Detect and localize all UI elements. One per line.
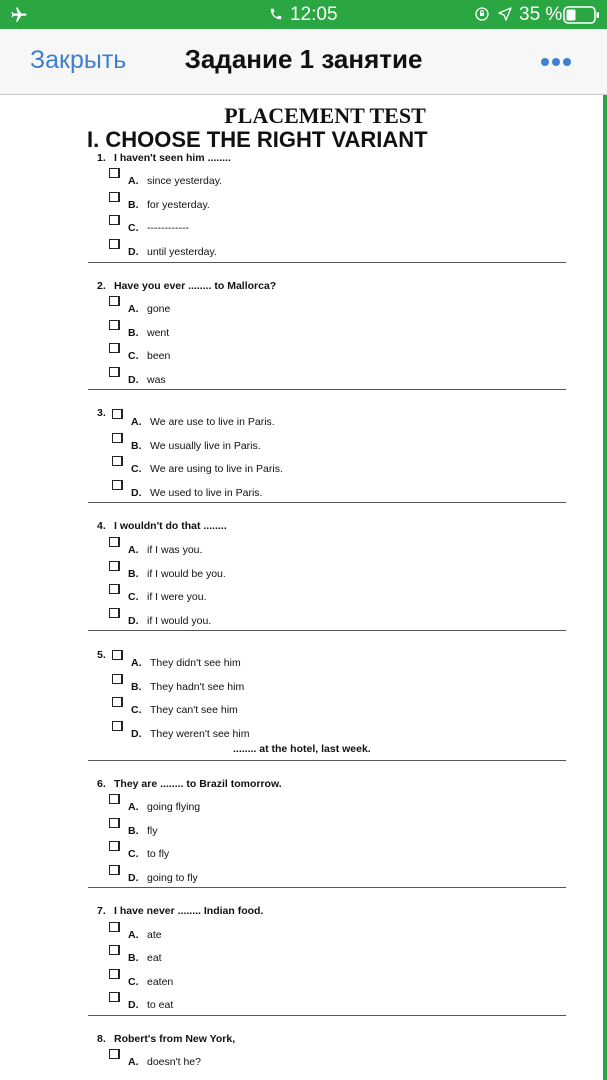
question <box>97 520 227 532</box>
airplane-icon <box>10 6 28 24</box>
option-text: if I would be you. <box>147 568 226 580</box>
option-letter: D. <box>128 374 139 386</box>
option-letter: A. <box>131 657 142 669</box>
option-text: They weren't see him <box>150 728 250 740</box>
option-text: was <box>147 374 166 386</box>
answer-option[interactable] <box>109 922 409 940</box>
answer-option[interactable] <box>112 480 412 498</box>
answer-option[interactable] <box>109 992 409 1010</box>
checkbox-icon[interactable] <box>109 320 120 330</box>
option-letter: C. <box>131 704 142 716</box>
option-text: if I would you. <box>147 615 212 627</box>
section-heading: I. CHOOSE THE RIGHT VARIANT <box>87 127 428 152</box>
option-text: ate <box>147 929 162 941</box>
answer-option[interactable] <box>112 456 412 474</box>
option-letter: B. <box>128 327 139 339</box>
checkbox-icon[interactable] <box>112 456 123 466</box>
document-title: PLACEMENT TEST <box>224 103 426 128</box>
answer-option[interactable] <box>109 794 409 812</box>
option-letter: B. <box>128 825 139 837</box>
option-text: to eat <box>147 999 174 1011</box>
option-text: for yesterday. <box>147 199 210 211</box>
checkbox-icon[interactable] <box>109 561 120 571</box>
answer-option[interactable] <box>109 584 409 602</box>
option-letter: D. <box>128 615 139 627</box>
answer-option[interactable] <box>109 841 409 859</box>
question-text: They are ........ to Brazil tomorrow. <box>114 778 282 790</box>
option-text: doesn't he? <box>147 1056 201 1068</box>
answer-option[interactable] <box>109 296 409 314</box>
checkbox-icon[interactable] <box>109 215 120 225</box>
question <box>97 649 106 661</box>
option-letter: A. <box>128 929 139 941</box>
answer-option[interactable] <box>109 215 409 233</box>
answer-option[interactable] <box>112 674 412 692</box>
option-text: eat <box>147 952 162 964</box>
option-letter: B. <box>131 681 142 693</box>
option-text: been <box>147 350 171 362</box>
option-text: They didn't see him <box>150 657 241 669</box>
option-text: They hadn't see him <box>150 681 245 693</box>
status-time: 12:05 <box>290 4 338 25</box>
option-letter: C. <box>128 350 139 362</box>
option-text: going to fly <box>147 872 198 884</box>
status-bar <box>0 0 607 29</box>
answer-option[interactable] <box>112 433 412 451</box>
question-divider <box>88 887 566 888</box>
option-letter: D. <box>131 487 142 499</box>
answer-option[interactable] <box>109 608 409 626</box>
option-letter: C. <box>128 591 139 603</box>
option-letter: D. <box>128 246 139 258</box>
answer-option[interactable] <box>109 818 409 836</box>
question <box>97 280 277 292</box>
checkbox-icon[interactable] <box>109 794 120 804</box>
answer-option[interactable] <box>109 1049 409 1067</box>
checkbox-icon[interactable] <box>109 922 120 932</box>
page-title: Задание 1 занятие <box>184 44 423 74</box>
question <box>97 152 231 164</box>
scroll-edge <box>603 95 607 1080</box>
question <box>97 778 282 790</box>
option-text: went <box>147 327 170 339</box>
answer-option[interactable] <box>109 537 409 555</box>
checkbox-icon[interactable] <box>109 969 120 979</box>
question-text: I wouldn't do that ........ <box>114 520 227 532</box>
document-view[interactable] <box>0 95 607 1080</box>
checkbox-icon[interactable] <box>109 239 120 249</box>
question-number: 5. <box>97 649 106 661</box>
question <box>97 905 264 917</box>
answer-option[interactable] <box>109 192 409 210</box>
answer-option[interactable] <box>109 945 409 963</box>
answer-option[interactable] <box>112 721 412 739</box>
option-text: if I was you. <box>147 544 203 556</box>
checkbox-icon[interactable] <box>112 650 123 660</box>
question-divider <box>88 630 566 631</box>
checkbox-icon[interactable] <box>112 721 123 731</box>
option-text: going flying <box>147 801 201 813</box>
checkbox-icon[interactable] <box>109 584 120 594</box>
question-divider <box>88 502 566 503</box>
checkbox-icon[interactable] <box>112 409 123 419</box>
option-letter: D. <box>128 872 139 884</box>
checkbox-icon[interactable] <box>112 674 123 684</box>
question-number: 7. <box>97 905 106 917</box>
question-number: 2. <box>97 280 106 292</box>
question <box>97 1033 236 1045</box>
option-letter: D. <box>128 999 139 1011</box>
option-text: if I were you. <box>147 591 207 603</box>
option-letter: C. <box>131 463 142 475</box>
checkbox-icon[interactable] <box>109 841 120 851</box>
option-letter: A. <box>131 416 142 428</box>
checkbox-icon[interactable] <box>109 537 120 547</box>
option-letter: A. <box>128 175 139 187</box>
question-note: ........ at the hotel, last week. <box>233 743 371 755</box>
option-text: gone <box>147 303 171 315</box>
option-letter: A. <box>128 1056 139 1068</box>
question <box>97 407 106 419</box>
question-text: Robert's from New York, <box>114 1033 236 1045</box>
location-icon <box>497 6 513 22</box>
battery-icon <box>563 6 601 24</box>
phone-icon <box>269 7 283 21</box>
answer-option[interactable] <box>109 561 409 579</box>
option-letter: B. <box>128 952 139 964</box>
answer-option[interactable] <box>109 343 409 361</box>
question-divider <box>88 1015 566 1016</box>
question-text: I haven't seen him ........ <box>114 152 231 164</box>
answer-option[interactable] <box>109 168 409 186</box>
checkbox-icon[interactable] <box>109 343 120 353</box>
option-text: fly <box>147 825 158 837</box>
option-text: until yesterday. <box>147 246 217 258</box>
option-text: We used to live in Paris. <box>150 487 263 499</box>
answer-option[interactable] <box>112 409 412 427</box>
question-number: 4. <box>97 520 106 532</box>
navigation-bar <box>0 29 607 95</box>
question-number: 6. <box>97 778 106 790</box>
checkbox-icon[interactable] <box>109 168 120 178</box>
close-button[interactable]: Закрыть <box>30 46 127 74</box>
checkbox-icon[interactable] <box>109 818 120 828</box>
checkbox-icon[interactable] <box>112 433 123 443</box>
battery-percent: 35 % <box>519 4 563 25</box>
checkbox-icon[interactable] <box>109 367 120 377</box>
option-text: to fly <box>147 848 170 860</box>
option-text: ------------ <box>147 222 189 234</box>
checkbox-icon[interactable] <box>109 865 120 875</box>
option-text: eaten <box>147 976 174 988</box>
checkbox-icon[interactable] <box>109 296 120 306</box>
question-number: 3. <box>97 407 106 419</box>
question-text: I have never ........ Indian food. <box>114 905 264 917</box>
option-text: We are using to live in Paris. <box>150 463 283 475</box>
question-number: 1. <box>97 152 106 164</box>
checkbox-icon[interactable] <box>109 608 120 618</box>
checkbox-icon[interactable] <box>112 697 123 707</box>
more-options-icon[interactable] <box>541 58 571 66</box>
option-letter: C. <box>128 222 139 234</box>
option-letter: D. <box>131 728 142 740</box>
option-letter: A. <box>128 544 139 556</box>
option-letter: B. <box>128 199 139 211</box>
question-divider <box>88 262 566 263</box>
checkbox-icon[interactable] <box>109 1049 120 1059</box>
checkbox-icon[interactable] <box>112 480 123 490</box>
option-text: since yesterday. <box>147 175 223 187</box>
answer-option[interactable] <box>109 239 409 257</box>
answer-option[interactable] <box>109 969 409 987</box>
question-text: Have you ever ........ to Mallorca? <box>114 280 277 292</box>
answer-option[interactable] <box>112 697 412 715</box>
question-divider <box>88 760 566 761</box>
option-letter: A. <box>128 801 139 813</box>
question-number: 8. <box>97 1033 106 1045</box>
option-text: They can't see him <box>150 704 238 716</box>
checkbox-icon[interactable] <box>109 992 120 1002</box>
answer-option[interactable] <box>109 865 409 883</box>
checkbox-icon[interactable] <box>109 192 120 202</box>
answer-option[interactable] <box>112 650 412 668</box>
option-letter: A. <box>128 303 139 315</box>
answer-option[interactable] <box>109 367 409 385</box>
option-letter: B. <box>128 568 139 580</box>
question-divider <box>88 389 566 390</box>
option-letter: C. <box>128 976 139 988</box>
option-text: We are use to live in Paris. <box>150 416 275 428</box>
option-letter: B. <box>131 440 142 452</box>
answer-option[interactable] <box>109 320 409 338</box>
option-letter: C. <box>128 848 139 860</box>
option-text: We usually live in Paris. <box>150 440 261 452</box>
checkbox-icon[interactable] <box>109 945 120 955</box>
orientation-lock-icon <box>474 6 490 22</box>
